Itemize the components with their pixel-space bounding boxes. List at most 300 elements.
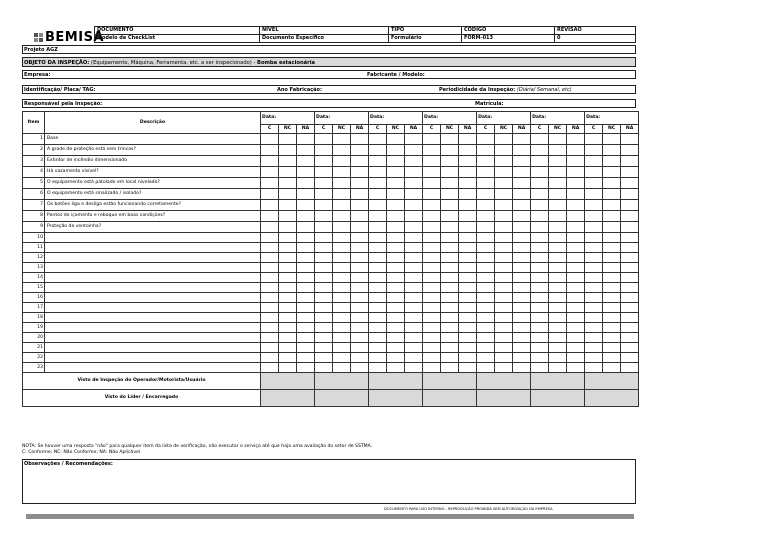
check-cell[interactable] xyxy=(477,167,495,178)
check-cell[interactable] xyxy=(423,243,441,253)
check-cell[interactable] xyxy=(567,156,585,167)
check-cell[interactable] xyxy=(459,233,477,243)
check-cell[interactable] xyxy=(423,343,441,353)
check-cell[interactable] xyxy=(297,353,315,363)
check-cell[interactable] xyxy=(261,313,279,323)
check-cell[interactable] xyxy=(405,243,423,253)
check-cell[interactable] xyxy=(603,253,621,263)
check-cell[interactable] xyxy=(423,333,441,343)
check-cell[interactable] xyxy=(531,333,549,343)
check-cell[interactable] xyxy=(531,233,549,243)
check-cell[interactable] xyxy=(459,145,477,156)
check-cell[interactable] xyxy=(405,233,423,243)
check-cell[interactable] xyxy=(333,134,351,145)
check-cell[interactable] xyxy=(261,293,279,303)
check-cell[interactable] xyxy=(423,283,441,293)
check-cell[interactable] xyxy=(567,333,585,343)
check-cell[interactable] xyxy=(441,323,459,333)
check-cell[interactable] xyxy=(297,303,315,313)
check-cell[interactable] xyxy=(513,313,531,323)
check-cell[interactable] xyxy=(441,200,459,211)
check-cell[interactable] xyxy=(315,189,333,200)
check-cell[interactable] xyxy=(585,323,603,333)
check-cell[interactable] xyxy=(477,313,495,323)
check-cell[interactable] xyxy=(531,363,549,373)
check-cell[interactable] xyxy=(621,253,639,263)
check-cell[interactable] xyxy=(405,167,423,178)
check-cell[interactable] xyxy=(441,167,459,178)
check-cell[interactable] xyxy=(333,363,351,373)
check-cell[interactable] xyxy=(441,134,459,145)
check-cell[interactable] xyxy=(369,156,387,167)
check-cell[interactable] xyxy=(369,222,387,233)
check-cell[interactable] xyxy=(405,313,423,323)
check-cell[interactable] xyxy=(477,200,495,211)
check-cell[interactable] xyxy=(441,211,459,222)
check-cell[interactable] xyxy=(351,222,369,233)
check-cell[interactable] xyxy=(315,253,333,263)
check-cell[interactable] xyxy=(621,273,639,283)
check-cell[interactable] xyxy=(369,283,387,293)
check-cell[interactable] xyxy=(279,200,297,211)
check-cell[interactable] xyxy=(549,263,567,273)
check-cell[interactable] xyxy=(351,353,369,363)
check-cell[interactable] xyxy=(387,211,405,222)
check-cell[interactable] xyxy=(495,353,513,363)
check-cell[interactable] xyxy=(315,263,333,273)
check-cell[interactable] xyxy=(333,178,351,189)
check-cell[interactable] xyxy=(585,353,603,363)
check-cell[interactable] xyxy=(477,353,495,363)
check-cell[interactable] xyxy=(621,323,639,333)
check-cell[interactable] xyxy=(261,343,279,353)
check-cell[interactable] xyxy=(531,283,549,293)
check-cell[interactable] xyxy=(333,283,351,293)
check-cell[interactable] xyxy=(261,303,279,313)
check-cell[interactable] xyxy=(387,253,405,263)
check-cell[interactable] xyxy=(477,211,495,222)
check-cell[interactable] xyxy=(477,273,495,283)
check-cell[interactable] xyxy=(495,211,513,222)
check-cell[interactable] xyxy=(387,363,405,373)
check-cell[interactable] xyxy=(279,233,297,243)
check-cell[interactable] xyxy=(567,178,585,189)
check-cell[interactable] xyxy=(459,293,477,303)
check-cell[interactable] xyxy=(351,145,369,156)
check-cell[interactable] xyxy=(495,145,513,156)
check-cell[interactable] xyxy=(549,167,567,178)
check-cell[interactable] xyxy=(297,145,315,156)
check-cell[interactable] xyxy=(459,313,477,323)
check-cell[interactable] xyxy=(621,178,639,189)
check-cell[interactable] xyxy=(495,293,513,303)
check-cell[interactable] xyxy=(351,303,369,313)
check-cell[interactable] xyxy=(513,253,531,263)
check-cell[interactable] xyxy=(315,134,333,145)
signature-cell[interactable] xyxy=(423,373,477,390)
check-cell[interactable] xyxy=(513,200,531,211)
check-cell[interactable] xyxy=(585,222,603,233)
check-cell[interactable] xyxy=(495,134,513,145)
check-cell[interactable] xyxy=(459,222,477,233)
check-cell[interactable] xyxy=(621,333,639,343)
check-cell[interactable] xyxy=(279,178,297,189)
check-cell[interactable] xyxy=(405,293,423,303)
check-cell[interactable] xyxy=(369,243,387,253)
check-cell[interactable] xyxy=(531,200,549,211)
check-cell[interactable] xyxy=(369,253,387,263)
check-cell[interactable] xyxy=(279,303,297,313)
check-cell[interactable] xyxy=(513,243,531,253)
check-cell[interactable] xyxy=(549,233,567,243)
check-cell[interactable] xyxy=(495,222,513,233)
check-cell[interactable] xyxy=(585,167,603,178)
check-cell[interactable] xyxy=(603,363,621,373)
check-cell[interactable] xyxy=(585,134,603,145)
check-cell[interactable] xyxy=(585,313,603,323)
check-cell[interactable] xyxy=(603,200,621,211)
check-cell[interactable] xyxy=(513,211,531,222)
check-cell[interactable] xyxy=(423,200,441,211)
check-cell[interactable] xyxy=(513,156,531,167)
check-cell[interactable] xyxy=(603,156,621,167)
check-cell[interactable] xyxy=(423,273,441,283)
check-cell[interactable] xyxy=(405,222,423,233)
check-cell[interactable] xyxy=(315,211,333,222)
check-cell[interactable] xyxy=(459,263,477,273)
check-cell[interactable] xyxy=(297,343,315,353)
observacoes-box[interactable] xyxy=(22,459,636,504)
check-cell[interactable] xyxy=(621,283,639,293)
check-cell[interactable] xyxy=(567,343,585,353)
check-cell[interactable] xyxy=(603,167,621,178)
check-cell[interactable] xyxy=(531,293,549,303)
check-cell[interactable] xyxy=(567,211,585,222)
check-cell[interactable] xyxy=(369,343,387,353)
signature-cell[interactable] xyxy=(477,390,531,407)
check-cell[interactable] xyxy=(297,273,315,283)
check-cell[interactable] xyxy=(585,293,603,303)
check-cell[interactable] xyxy=(477,222,495,233)
check-cell[interactable] xyxy=(621,222,639,233)
check-cell[interactable] xyxy=(585,273,603,283)
check-cell[interactable] xyxy=(621,134,639,145)
signature-cell[interactable] xyxy=(477,373,531,390)
check-cell[interactable] xyxy=(441,189,459,200)
check-cell[interactable] xyxy=(333,156,351,167)
check-cell[interactable] xyxy=(603,303,621,313)
check-cell[interactable] xyxy=(279,343,297,353)
check-cell[interactable] xyxy=(297,189,315,200)
check-cell[interactable] xyxy=(441,233,459,243)
check-cell[interactable] xyxy=(459,303,477,313)
check-cell[interactable] xyxy=(567,222,585,233)
check-cell[interactable] xyxy=(333,145,351,156)
check-cell[interactable] xyxy=(297,211,315,222)
check-cell[interactable] xyxy=(495,189,513,200)
check-cell[interactable] xyxy=(333,253,351,263)
check-cell[interactable] xyxy=(387,243,405,253)
check-cell[interactable] xyxy=(531,167,549,178)
check-cell[interactable] xyxy=(315,313,333,323)
check-cell[interactable] xyxy=(495,343,513,353)
check-cell[interactable] xyxy=(405,178,423,189)
check-cell[interactable] xyxy=(549,200,567,211)
check-cell[interactable] xyxy=(459,189,477,200)
check-cell[interactable] xyxy=(459,167,477,178)
check-cell[interactable] xyxy=(351,293,369,303)
check-cell[interactable] xyxy=(423,222,441,233)
check-cell[interactable] xyxy=(405,200,423,211)
check-cell[interactable] xyxy=(567,263,585,273)
check-cell[interactable] xyxy=(369,293,387,303)
check-cell[interactable] xyxy=(423,233,441,243)
check-cell[interactable] xyxy=(621,343,639,353)
check-cell[interactable] xyxy=(387,343,405,353)
check-cell[interactable] xyxy=(495,273,513,283)
check-cell[interactable] xyxy=(567,167,585,178)
check-cell[interactable] xyxy=(315,273,333,283)
check-cell[interactable] xyxy=(261,189,279,200)
check-cell[interactable] xyxy=(261,167,279,178)
check-cell[interactable] xyxy=(495,233,513,243)
check-cell[interactable] xyxy=(405,189,423,200)
check-cell[interactable] xyxy=(567,273,585,283)
check-cell[interactable] xyxy=(459,156,477,167)
check-cell[interactable] xyxy=(441,283,459,293)
check-cell[interactable] xyxy=(279,353,297,363)
check-cell[interactable] xyxy=(279,243,297,253)
check-cell[interactable] xyxy=(621,313,639,323)
check-cell[interactable] xyxy=(261,263,279,273)
check-cell[interactable] xyxy=(513,353,531,363)
check-cell[interactable] xyxy=(477,303,495,313)
check-cell[interactable] xyxy=(333,167,351,178)
check-cell[interactable] xyxy=(441,363,459,373)
check-cell[interactable] xyxy=(279,156,297,167)
check-cell[interactable] xyxy=(297,167,315,178)
check-cell[interactable] xyxy=(567,233,585,243)
check-cell[interactable] xyxy=(513,263,531,273)
check-cell[interactable] xyxy=(333,353,351,363)
check-cell[interactable] xyxy=(549,333,567,343)
check-cell[interactable] xyxy=(459,343,477,353)
check-cell[interactable] xyxy=(567,145,585,156)
check-cell[interactable] xyxy=(459,253,477,263)
check-cell[interactable] xyxy=(369,313,387,323)
check-cell[interactable] xyxy=(351,211,369,222)
check-cell[interactable] xyxy=(279,273,297,283)
check-cell[interactable] xyxy=(585,189,603,200)
check-cell[interactable] xyxy=(297,283,315,293)
check-cell[interactable] xyxy=(351,273,369,283)
check-cell[interactable] xyxy=(405,353,423,363)
check-cell[interactable] xyxy=(531,353,549,363)
check-cell[interactable] xyxy=(531,134,549,145)
check-cell[interactable] xyxy=(495,363,513,373)
check-cell[interactable] xyxy=(585,283,603,293)
check-cell[interactable] xyxy=(441,243,459,253)
check-cell[interactable] xyxy=(387,353,405,363)
check-cell[interactable] xyxy=(423,253,441,263)
check-cell[interactable] xyxy=(603,145,621,156)
check-cell[interactable] xyxy=(369,200,387,211)
check-cell[interactable] xyxy=(459,353,477,363)
check-cell[interactable] xyxy=(261,273,279,283)
check-cell[interactable] xyxy=(387,222,405,233)
check-cell[interactable] xyxy=(531,211,549,222)
check-cell[interactable] xyxy=(405,283,423,293)
check-cell[interactable] xyxy=(621,263,639,273)
check-cell[interactable] xyxy=(585,200,603,211)
check-cell[interactable] xyxy=(315,323,333,333)
check-cell[interactable] xyxy=(477,253,495,263)
check-cell[interactable] xyxy=(567,253,585,263)
check-cell[interactable] xyxy=(441,313,459,323)
check-cell[interactable] xyxy=(333,313,351,323)
check-cell[interactable] xyxy=(513,273,531,283)
check-cell[interactable] xyxy=(459,243,477,253)
check-cell[interactable] xyxy=(315,333,333,343)
check-cell[interactable] xyxy=(567,323,585,333)
check-cell[interactable] xyxy=(261,156,279,167)
check-cell[interactable] xyxy=(405,343,423,353)
check-cell[interactable] xyxy=(477,243,495,253)
check-cell[interactable] xyxy=(549,253,567,263)
check-cell[interactable] xyxy=(531,343,549,353)
check-cell[interactable] xyxy=(459,363,477,373)
check-cell[interactable] xyxy=(261,134,279,145)
check-cell[interactable] xyxy=(405,211,423,222)
check-cell[interactable] xyxy=(567,200,585,211)
check-cell[interactable] xyxy=(315,363,333,373)
check-cell[interactable] xyxy=(477,134,495,145)
check-cell[interactable] xyxy=(423,189,441,200)
check-cell[interactable] xyxy=(531,156,549,167)
check-cell[interactable] xyxy=(585,178,603,189)
check-cell[interactable] xyxy=(567,313,585,323)
check-cell[interactable] xyxy=(315,343,333,353)
check-cell[interactable] xyxy=(549,273,567,283)
check-cell[interactable] xyxy=(567,363,585,373)
check-cell[interactable] xyxy=(261,333,279,343)
signature-cell[interactable] xyxy=(369,373,423,390)
check-cell[interactable] xyxy=(531,303,549,313)
check-cell[interactable] xyxy=(531,243,549,253)
check-cell[interactable] xyxy=(513,343,531,353)
check-cell[interactable] xyxy=(585,363,603,373)
check-cell[interactable] xyxy=(315,283,333,293)
check-cell[interactable] xyxy=(279,283,297,293)
check-cell[interactable] xyxy=(261,222,279,233)
check-cell[interactable] xyxy=(315,293,333,303)
check-cell[interactable] xyxy=(261,363,279,373)
check-cell[interactable] xyxy=(513,323,531,333)
check-cell[interactable] xyxy=(297,363,315,373)
check-cell[interactable] xyxy=(261,253,279,263)
check-cell[interactable] xyxy=(423,293,441,303)
check-cell[interactable] xyxy=(441,333,459,343)
check-cell[interactable] xyxy=(549,222,567,233)
check-cell[interactable] xyxy=(297,233,315,243)
check-cell[interactable] xyxy=(387,189,405,200)
check-cell[interactable] xyxy=(315,145,333,156)
check-cell[interactable] xyxy=(585,243,603,253)
check-cell[interactable] xyxy=(531,189,549,200)
check-cell[interactable] xyxy=(513,222,531,233)
check-cell[interactable] xyxy=(405,253,423,263)
check-cell[interactable] xyxy=(603,222,621,233)
check-cell[interactable] xyxy=(549,134,567,145)
check-cell[interactable] xyxy=(333,211,351,222)
check-cell[interactable] xyxy=(585,263,603,273)
check-cell[interactable] xyxy=(477,323,495,333)
check-cell[interactable] xyxy=(513,363,531,373)
check-cell[interactable] xyxy=(351,233,369,243)
check-cell[interactable] xyxy=(441,273,459,283)
check-cell[interactable] xyxy=(549,313,567,323)
check-cell[interactable] xyxy=(459,178,477,189)
check-cell[interactable] xyxy=(441,343,459,353)
check-cell[interactable] xyxy=(297,293,315,303)
check-cell[interactable] xyxy=(603,273,621,283)
check-cell[interactable] xyxy=(477,343,495,353)
check-cell[interactable] xyxy=(423,363,441,373)
check-cell[interactable] xyxy=(279,167,297,178)
check-cell[interactable] xyxy=(351,156,369,167)
check-cell[interactable] xyxy=(441,145,459,156)
check-cell[interactable] xyxy=(423,303,441,313)
check-cell[interactable] xyxy=(423,263,441,273)
check-cell[interactable] xyxy=(333,273,351,283)
check-cell[interactable] xyxy=(603,243,621,253)
check-cell[interactable] xyxy=(279,134,297,145)
check-cell[interactable] xyxy=(621,189,639,200)
check-cell[interactable] xyxy=(333,303,351,313)
check-cell[interactable] xyxy=(603,211,621,222)
check-cell[interactable] xyxy=(621,353,639,363)
check-cell[interactable] xyxy=(279,253,297,263)
check-cell[interactable] xyxy=(369,353,387,363)
check-cell[interactable] xyxy=(297,263,315,273)
check-cell[interactable] xyxy=(477,333,495,343)
check-cell[interactable] xyxy=(441,353,459,363)
check-cell[interactable] xyxy=(495,178,513,189)
check-cell[interactable] xyxy=(621,243,639,253)
check-cell[interactable] xyxy=(315,222,333,233)
check-cell[interactable] xyxy=(315,200,333,211)
check-cell[interactable] xyxy=(585,156,603,167)
check-cell[interactable] xyxy=(369,178,387,189)
check-cell[interactable] xyxy=(567,303,585,313)
check-cell[interactable] xyxy=(387,178,405,189)
check-cell[interactable] xyxy=(387,200,405,211)
check-cell[interactable] xyxy=(621,363,639,373)
check-cell[interactable] xyxy=(297,200,315,211)
check-cell[interactable] xyxy=(513,233,531,243)
check-cell[interactable] xyxy=(387,167,405,178)
check-cell[interactable] xyxy=(297,134,315,145)
check-cell[interactable] xyxy=(603,313,621,323)
check-cell[interactable] xyxy=(549,211,567,222)
check-cell[interactable] xyxy=(477,363,495,373)
check-cell[interactable] xyxy=(279,333,297,343)
check-cell[interactable] xyxy=(297,313,315,323)
check-cell[interactable] xyxy=(513,134,531,145)
check-cell[interactable] xyxy=(369,233,387,243)
check-cell[interactable] xyxy=(477,189,495,200)
check-cell[interactable] xyxy=(531,273,549,283)
